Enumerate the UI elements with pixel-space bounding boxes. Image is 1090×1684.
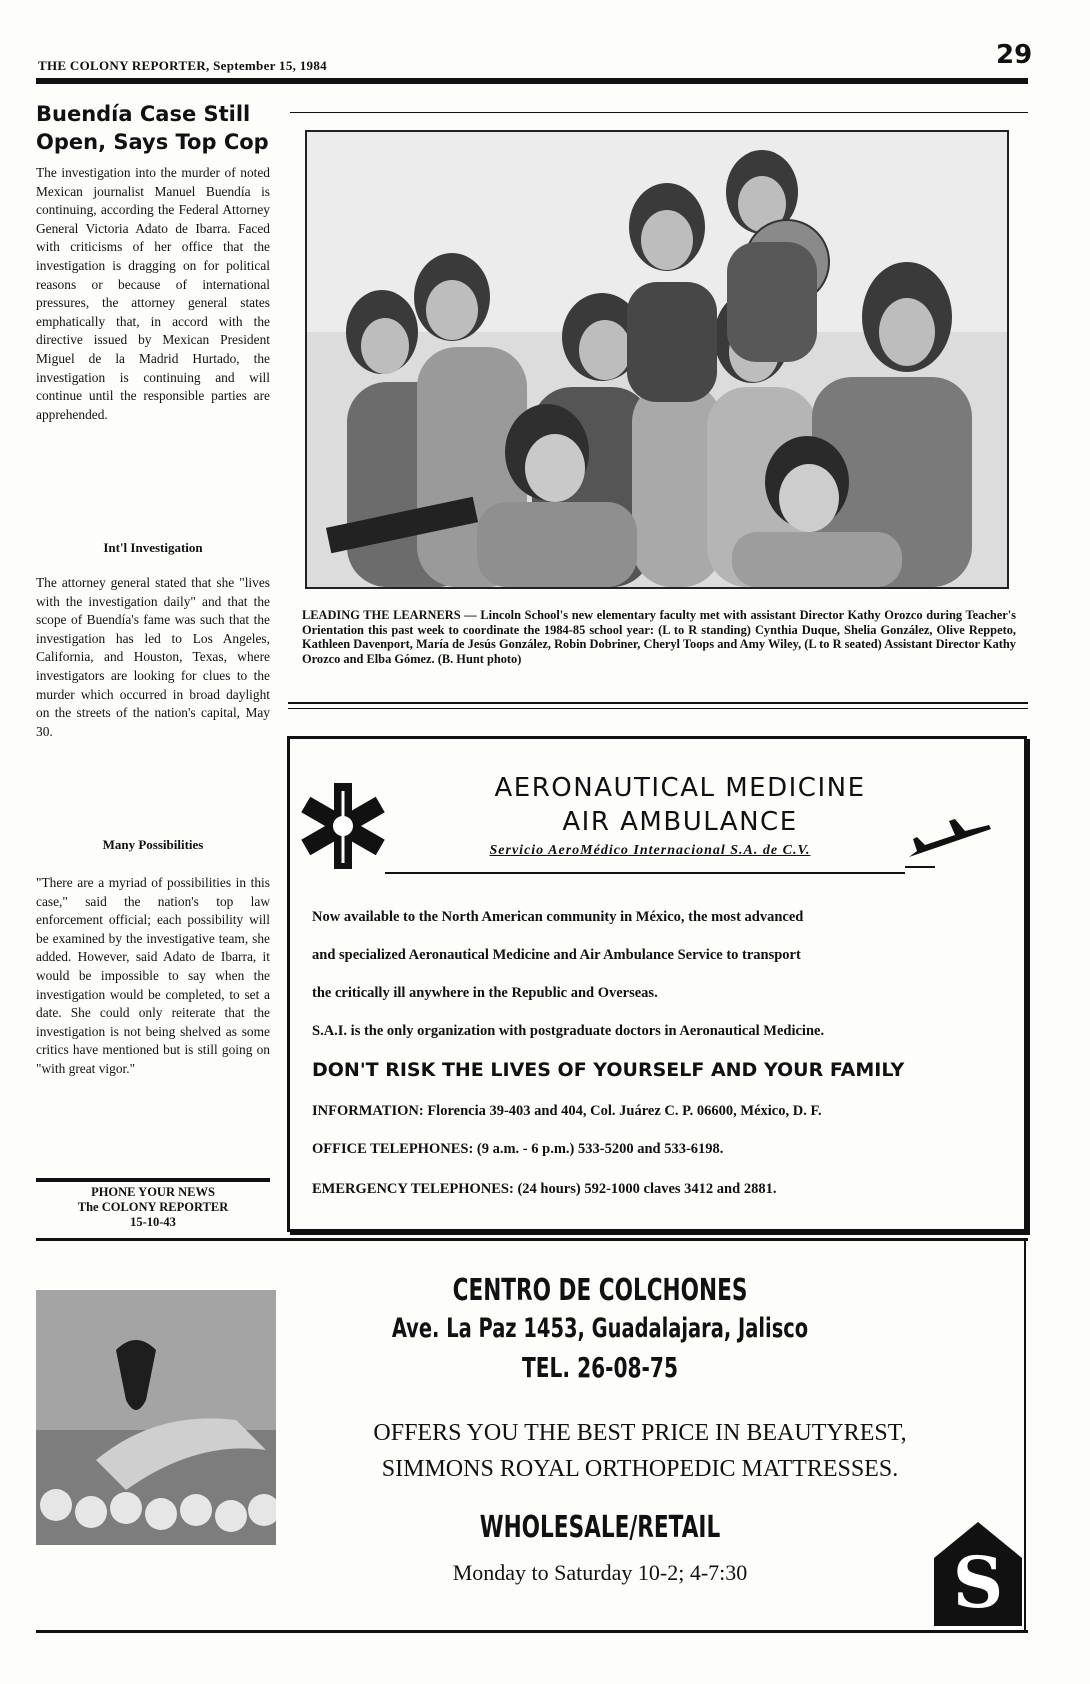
simmons-logo <box>932 1518 1024 1628</box>
ad-body-line-4: S.A.I. is the only organization with postgraduate doctors in Aeronautical Medicine. <box>312 1023 825 1039</box>
headline-line-1: Buendía Case Still <box>36 102 251 126</box>
article-paragraph-1: The investigation into the murder of noted Mexican journalist Manuel Buendía is continuing, according the Federal Attorney General Victoria Adato de Ibarra. Faced with criticisms of her office that the investigation is dragging on for political reasons or because of international pressures, the attorney general states emphatically that, in accord with the directive issued by Mexican President Miguel de la Madrid Hurtado, the investigation is continuing and will continue until the responsible parties are apprehended. <box>36 165 270 422</box>
star-of-life-icon <box>298 781 388 871</box>
aeronautical-medicine-ad <box>287 736 1027 1232</box>
article-paragraph-3: "There are a myriad of possibilities in this case," said the nation's top law enforcement official; each possibility will be examined by the investigative team, she added. However, said Adato de Ibarra, it would be impossible to say when the investigation would be completed, to set a date. She could only reiterate that the investigation is not being shelved as some critics have mentioned but is still going on "with great vigor." <box>36 875 270 1076</box>
ad-information: INFORMATION: Florencia 39-403 and 404, Col. Juárez C. P. 06600, México, D. F. <box>312 1103 822 1119</box>
mattress-photo <box>36 1290 276 1545</box>
mattress-ad-top-rule <box>36 1238 1028 1241</box>
ad-office-telephones: OFFICE TELEPHONES: (9 a.m. - 6 p.m.) 533-5200 and 533-6198. <box>312 1141 724 1157</box>
mattress-ad-bottom-rule <box>36 1630 1028 1633</box>
mattress-photo-illustration <box>36 1290 276 1545</box>
ad-title-line-2: AIR AMBULANCE <box>562 807 798 837</box>
mattress-wholesale-retail: WHOLESALE/RETAIL <box>479 1510 721 1545</box>
faculty-photo <box>305 130 1009 589</box>
headline-line-2: Open, Says Top Cop <box>36 130 269 154</box>
ad-company-name: Servicio AeroMédico Internacional S.A. de C.V. <box>489 843 811 858</box>
article-headline <box>36 100 270 156</box>
mattress-store-name: CENTRO DE COLCHONES <box>452 1273 748 1308</box>
phone-box-line-2: The COLONY REPORTER <box>77 1200 229 1214</box>
faculty-photo-illustration <box>307 132 1007 587</box>
phone-your-news-box <box>36 1178 270 1230</box>
page-number: 29 <box>996 40 1033 70</box>
mattress-ad-right-rule <box>1024 1238 1026 1633</box>
mattress-store-hours: Monday to Saturday 10-2; 4-7:30 <box>452 1560 748 1585</box>
ad-slogan: DON'T RISK THE LIVES OF YOURSELF AND YOUR FAMILY <box>312 1059 905 1081</box>
phone-box-line-3: 15-10-43 <box>130 1215 176 1229</box>
airplane-icon <box>905 817 995 875</box>
ad-title-line-1: AERONAUTICAL MEDICINE <box>494 773 866 803</box>
ad-body-line-2: and specialized Aeronautical Medicine and Air Ambulance Service to transport <box>312 947 801 963</box>
phone-box-line-1: PHONE YOUR NEWS <box>91 1185 215 1199</box>
ad-title-underline <box>385 872 905 874</box>
masthead-rule <box>36 78 1028 84</box>
photo-top-rule <box>290 112 1028 113</box>
mattress-store-address: Ave. La Paz 1453, Guadalajara, Jalisco <box>391 1313 809 1344</box>
article-subhead-2: Many Possibilities <box>102 837 204 852</box>
article-paragraph-2: The attorney general stated that she "lives with the investigation daily" and that the scope of Buendía's fame was such that the investigation has led to Los Angeles, California, and Houston, Texas, where investigators are looking for clues to the murder which occurred in broad daylight on the streets of the nation's capital, May 30. <box>36 575 270 739</box>
masthead-title: THE COLONY REPORTER, September 15, 1984 <box>38 58 327 73</box>
mattress-offer-line-1: OFFERS YOU THE BEST PRICE IN BEAUTYREST, <box>373 1420 907 1446</box>
ad-body-line-1: Now available to the North American community in México, the most advanced <box>312 909 804 925</box>
photo-caption: LEADING THE LEARNERS — Lincoln School's new elementary faculty met with assistant Director Kathy Orozco during Teacher's Orientation this past week to coordinate the 1984-85 school year: (L to R standing) Cynthia Duque, Shelia González, Olive Reppeto, Kathleen Davenport, María de Jesús González, Robin Dobriner, Cheryl Toops and Amy Wiley, (L to R seated) Assistant Director Kathy Orozco and Elba Gómez. (B. Hunt photo) <box>302 608 1016 666</box>
ad-body-line-3: the critically ill anywhere in the Republic and Overseas. <box>312 985 658 1001</box>
mattress-store-telephone: TEL. 26-08-75 <box>522 1351 678 1384</box>
mattress-offer-line-2: SIMMONS ROYAL ORTHOPEDIC MATTRESSES. <box>381 1456 899 1482</box>
caption-rule-1 <box>288 702 1028 704</box>
article-subhead-1: Int'l Investigation <box>103 540 203 555</box>
caption-rule-2 <box>288 708 1028 709</box>
ad-emergency-telephones: EMERGENCY TELEPHONES: (24 hours) 592-1000 claves 3412 and 2881. <box>312 1181 777 1197</box>
simmons-logo-letter: S <box>952 1541 1004 1624</box>
